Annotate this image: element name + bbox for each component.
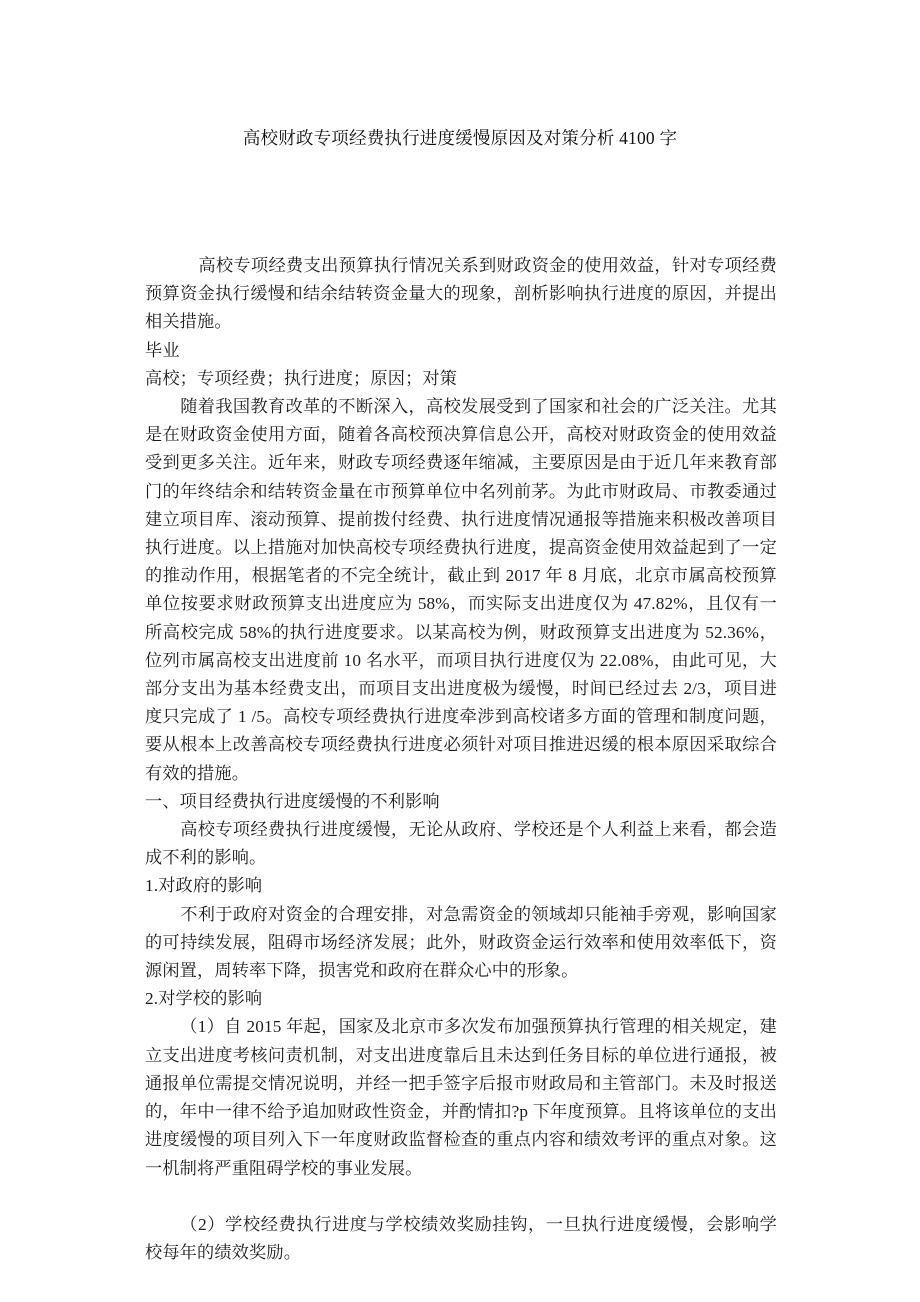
abstract-paragraph: 高校专项经费支出预算执行情况关系到财政资金的使用效益，针对专项经费预算资金执行缓慢和结余结转资金量大的现象，剖析影响执行进度的原因，并提出相关措施。: [145, 256, 777, 332]
document-body: [145, 252, 777, 1267]
paragraph-spacer: [145, 1183, 777, 1211]
heading-subsection-2: 2.对学校的影响: [145, 989, 263, 1009]
heading-section-1: 一、项目经费执行进度缓慢的不利影响: [145, 791, 440, 811]
paragraph-subsection-1-body: 不利于政府对资金的合理安排，对急需资金的领域却只能袖手旁观，影响国家的可持续发展，阻碍市场经济发展；此外，财政资金运行效率和使用效率低下，资源闲置，周转率下降，损害党和政府在群众心中的形象。: [145, 904, 777, 981]
keywords-line: 高校；专项经费；执行进度；原因；对策: [145, 368, 458, 388]
paragraph-introduction: 随着我国教育改革的不断深入，高校发展受到了国家和社会的广泛关注。尤其是在财政资金使用方面，随着各高校预决算信息公开，高校对财政资金的使用效益受到更多关注。近年来，财政专项经费逐年缩减，主要原因是由于近几年来教育部门的年终结余和结转资金量在市预算单位中名列前茅。为此市财政局、市教委通过建立项目库、滚动预算、提前拨付经费、执行进度情况通报等措施来积极改善项目执行进度。以上措施对加快高校专项经费执行进度，提高资金使用效益起到了一定的推动作用，根据笔者的不完全统计，截止到 2017 年 8 月底，北京市属高校预算单位按要求财政预算支出进度应为 58%，而实际支出进度仅为 47.82%，且仅有一所高校完成 58%的执行进度要求。以某高校为例，财政预算支出进度为 52.36%，位列市属高校支出进度前 10 名水平，而项目执行进度仅为 22.08%，由此可见，大部分支出为基本经费支出，而项目支出进度极为缓慢，时间已经过去 2/3，项目进度只完成了 1 /5。高校专项经费执行进度牵涉到高校诸多方面的管理和制度问题，要从根本上改善高校专项经费执行进度必须针对项目推进迟缓的根本原因采取综合有效的措施。: [145, 397, 777, 783]
paragraph-section-1-body: 高校专项经费执行进度缓慢，无论从政府、学校还是个人利益上来看，都会造成不利的影响。: [145, 820, 777, 868]
page-title: 高校财政专项经费执行进度缓慢原因及对策分析 4100 字: [242, 127, 678, 148]
paragraph-subsection-2-item-2: （2）学校经费执行进度与学校绩效奖励挂钩，一旦执行进度缓慢，会影响学校每年的绩效奖励。: [145, 1214, 777, 1263]
paragraph-subsection-2-item-1: （1）自 2015 年起，国家及北京市多次发布加强预算执行管理的相关规定，建立支出进度考核问责机制，对支出进度靠后且未达到任务目标的单位进行通报，被通报单位需提交情况说明，并经一把手签字后报市财政局和主管部门。未及时报送的，年中一律不给予追加财政性资金，并酌情扣?p 下年度预算。且将该单位的支出进度缓慢的项目列入下一年度财政监督检查的重点内容和绩效考评的重点对象。这一机制将严重阻碍学校的事业发展。: [145, 1017, 777, 1178]
abstract-fragment: 毕业: [145, 340, 180, 360]
heading-subsection-1: 1.对政府的影响: [145, 876, 263, 896]
